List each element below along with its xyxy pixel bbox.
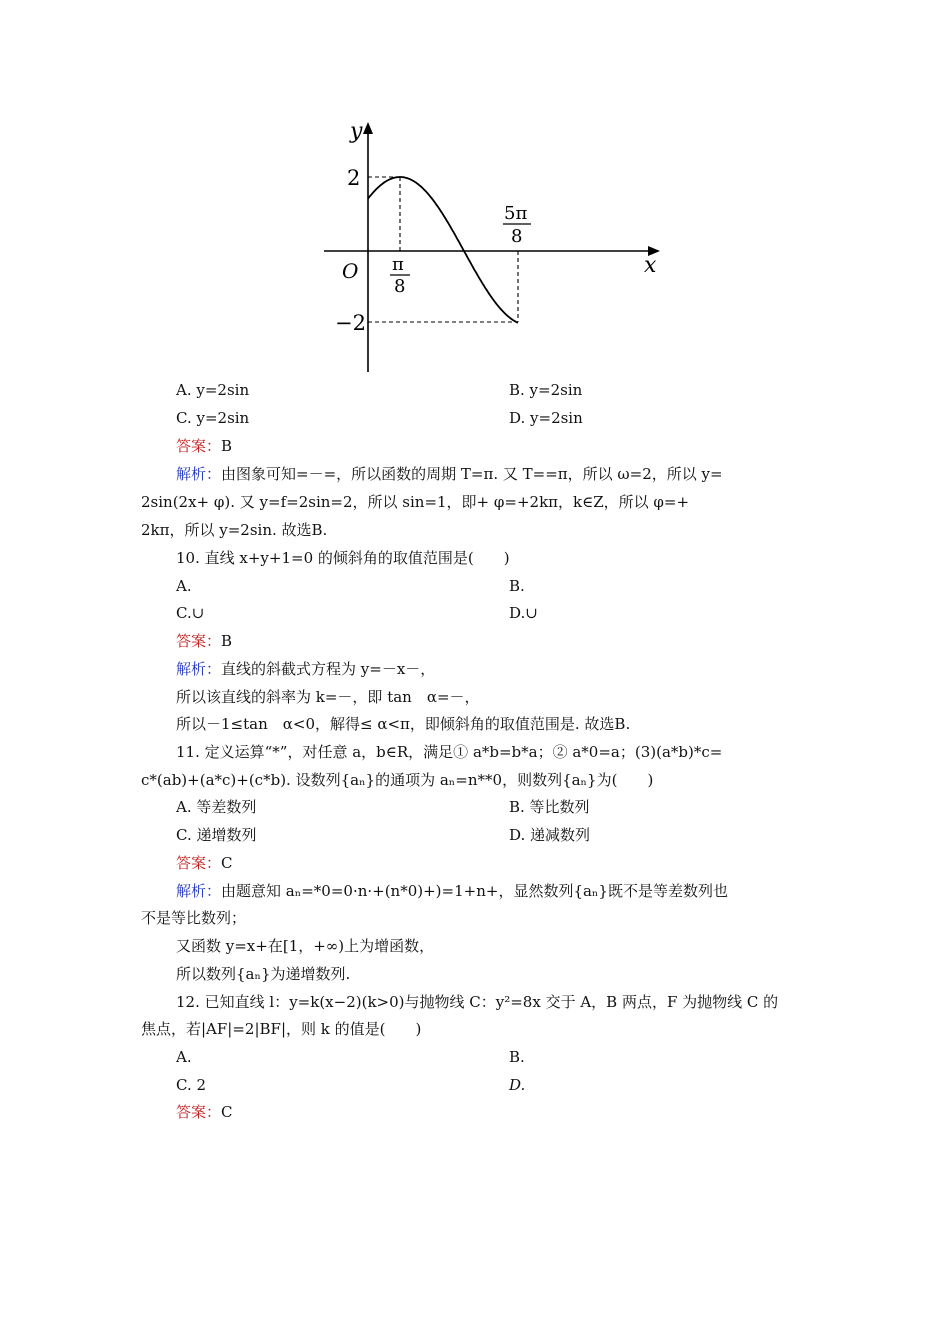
q9-option-b: B. y=2sin (509, 381, 583, 399)
q12-option-d: D. (509, 1076, 526, 1094)
q12-stem-line-2: 焦点，若|AF|=2|BF|，则 k 的值是( ) (141, 1020, 422, 1038)
q12-option-c: C. 2 (176, 1076, 207, 1094)
q9-option-d: D. y=2sin (509, 409, 583, 427)
q10-stem: 10. 直线 x+y+1=0 的倾斜角的取值范围是( ) (176, 549, 510, 567)
tick-5pi-over-8-denominator: 8 (511, 226, 523, 247)
analysis-label: 解析： (176, 465, 222, 483)
q9-option-c: C. y=2sin (176, 409, 250, 427)
answer-label: 答案： (176, 1103, 222, 1121)
q11-analysis-line-3: 又函数 y=x+在[1，+∞)上为增函数， (176, 937, 435, 955)
answer-label: 答案： (176, 632, 222, 650)
q10-option-d: D.∪ (509, 604, 538, 622)
y-max-label: 2 (347, 166, 361, 190)
q12-answer (176, 1102, 233, 1122)
q11-analysis-line-1 (176, 881, 728, 901)
y-axis-arrow (363, 122, 373, 134)
q11-stem-line-2: c*(ab)+(a*c)+(c*b). 设数列{aₙ}的通项为 aₙ=n**0，则数列{aₙ}为( ) (141, 771, 654, 789)
analysis-label: 解析： (176, 660, 222, 678)
q10-analysis-line-1 (176, 659, 435, 679)
tick-5pi-over-8-numerator: 5π (504, 203, 528, 224)
q12-option-b: B. (509, 1048, 525, 1066)
q9-analysis-line-3: 2kπ，所以 y=2sin. 故选B. (141, 521, 328, 539)
q11-analysis-line-4: 所以数列{aₙ}为递增数列. (176, 965, 351, 983)
q9-analysis-line-1 (176, 464, 723, 484)
q11-option-a: A. 等差数列 (176, 798, 257, 816)
q10-answer (176, 631, 232, 651)
q11-option-b: B. 等比数列 (509, 798, 590, 816)
analysis-text: 由图象可知=－=，所以函数的周期 T=π. 又 T==π，所以 ω=2，所以 y= (221, 465, 723, 483)
q11-analysis-line-2: 不是等比数列； (141, 909, 247, 927)
analysis-text: 由题意知 aₙ=*0=0·n·+(n*0)+)=1+n+，显然数列{aₙ}既不是等差数列也 (221, 882, 728, 900)
q9-answer (176, 436, 232, 456)
answer-value: B (221, 632, 233, 650)
answer-value: C (221, 1103, 233, 1121)
answer-label: 答案： (176, 854, 222, 872)
analysis-text: 直线的斜截式方程为 y=－x－， (221, 660, 436, 678)
q11-stem-line-1: 11. 定义运算“*”，对任意 a，b∈R，满足① a*b=b*a；② a*0=a；(3)(a*b)*c= (176, 743, 723, 761)
q10-analysis-line-2: 所以该直线的斜率为 k=－，即 tan α=－， (176, 688, 480, 706)
q10-analysis-line-3: 所以－1≤tan α<0，解得≤ α<π，即倾斜角的取值范围是. 故选B. (176, 715, 631, 733)
sine-graph (320, 112, 670, 380)
axis-label-y: y (350, 119, 363, 144)
axis-label-x: x (644, 253, 657, 278)
sine-curve (368, 177, 518, 323)
answer-value: C (221, 854, 233, 872)
q12-option-a: A. (176, 1048, 192, 1066)
q10-option-a: A. (176, 577, 192, 595)
q11-option-d: D. 递减数列 (509, 826, 591, 844)
q11-answer (176, 853, 233, 873)
tick-pi-over-8-numerator: π (392, 254, 404, 275)
y-min-label: −2 (335, 311, 366, 335)
analysis-label: 解析： (176, 882, 222, 900)
origin-label: O (342, 259, 359, 283)
q10-option-c: C.∪ (176, 604, 205, 622)
answer-label: 答案： (176, 437, 222, 455)
q12-stem-line-1: 12. 已知直线 l：y=k(x−2)(k>0)与抛物线 C：y²=8x 交于 A，B 两点，F 为抛物线 C 的 (176, 993, 779, 1011)
q10-option-b: B. (509, 577, 525, 595)
q11-option-c: C. 递增数列 (176, 826, 257, 844)
q9-option-a: A. y=2sin (176, 381, 250, 399)
q9-analysis-line-2: 2sin(2x+ φ). 又 y=f=2sin=2，所以 sin=1，即+ φ=+2kπ，k∈Z，所以 φ=+ (141, 493, 690, 511)
answer-value: B (221, 437, 233, 455)
tick-pi-over-8-denominator: 8 (394, 276, 406, 297)
